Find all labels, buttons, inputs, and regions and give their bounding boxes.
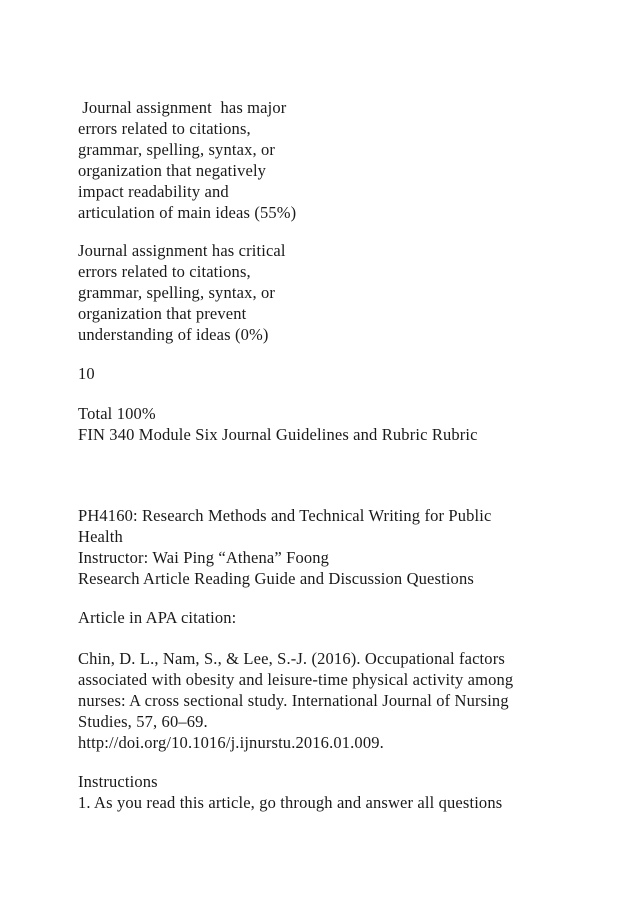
course-title: PH4160: Research Methods and Technical Writing for Public [78,506,492,525]
citation-heading: Article in APA citation: [78,608,237,627]
text-line: organization that negatively [78,161,267,180]
citation-doi-link: http://doi.org/10.1016/j.ijnurstu.2016.01.009. [78,733,384,752]
text-line: errors related to citations, [78,119,251,138]
citation-text [78,648,513,753]
rubric-total-block [78,403,478,445]
text-line: grammar, spelling, syntax, or [78,140,276,159]
text-line: Journal assignment has critical [78,241,286,260]
text-line: errors related to citations, [78,262,251,281]
course-instructor: Instructor: Wai Ping “Athena” Foong [78,548,330,567]
rubric-total: Total 100% [78,404,156,423]
instructions-heading: Instructions [78,772,158,791]
rubric-points [78,363,95,384]
citation-heading-block [78,607,236,628]
citation-line: nurses: A cross sectional study. International Journal of Nursing [78,691,509,710]
text-line: impact readability and [78,182,229,201]
rubric-footer-title: FIN 340 Module Six Journal Guidelines and Rubric Rubric [78,425,478,444]
citation-line: Chin, D. L., Nam, S., & Lee, S.-J. (2016). Occupational factors [78,649,505,668]
instructions-item-1: 1. As you read this article, go through and answer all questions [78,793,503,812]
text-line: organization that prevent [78,304,247,323]
rubric-major-errors-text [78,97,296,223]
citation-line: Studies, 57, 60–69. [78,712,208,731]
instructions-block [78,771,502,813]
text-line: Journal assignment has major [78,98,287,117]
points-value: 10 [78,364,95,383]
citation-line: associated with obesity and leisure-time physical activity among [78,670,514,689]
course-header [78,505,492,589]
guide-title: Research Article Reading Guide and Discussion Questions [78,569,474,588]
text-line: articulation of main ideas (55%) [78,203,297,222]
text-line: understanding of ideas (0%) [78,325,269,344]
text-line: grammar, spelling, syntax, or [78,283,276,302]
course-title: Health [78,527,123,546]
rubric-critical-errors-text [78,240,286,345]
